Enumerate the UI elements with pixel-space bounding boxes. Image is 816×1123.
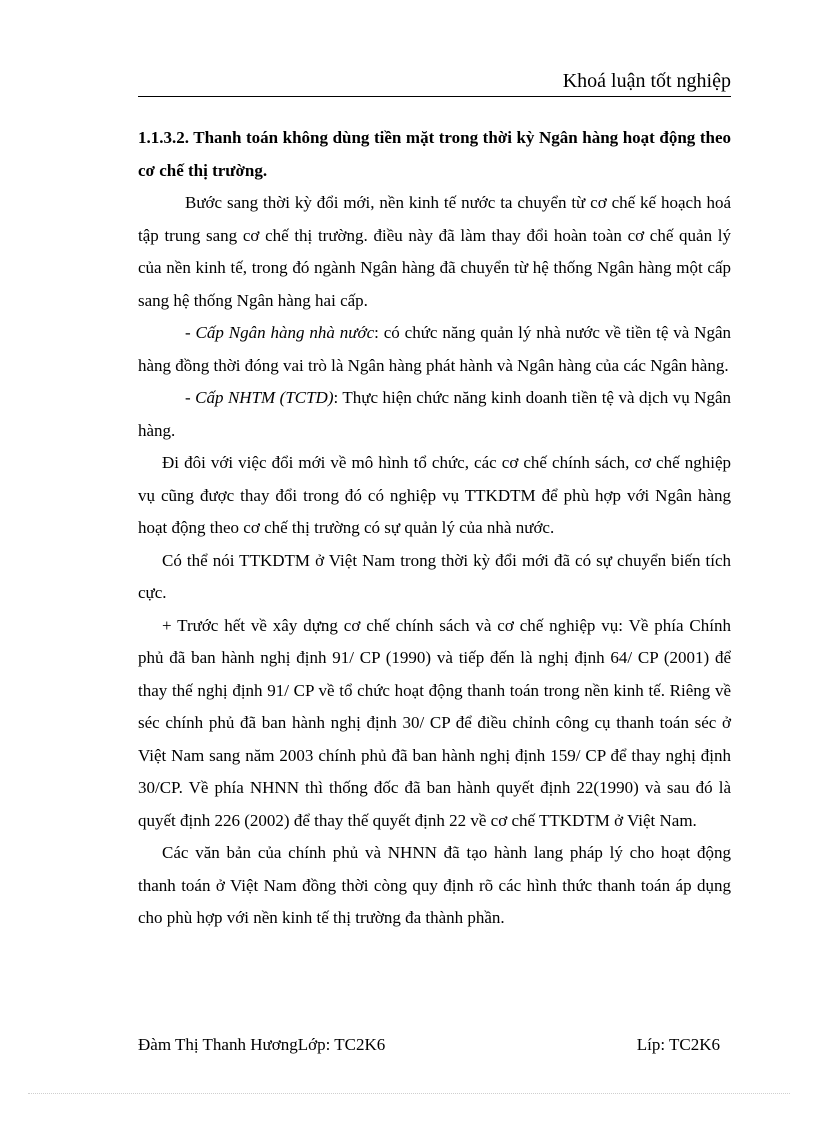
paragraph-2-term: Cấp Ngân hàng nhà nước [195, 323, 375, 342]
paragraph-1: Bước sang thời kỳ đổi mới, nền kinh tế nước ta chuyển từ cơ chế kế hoạch hoá tập trung sang cơ chế thị trường. điều này đã làm thay đổi hoàn toàn cơ chế quản lý của nền kinh tế, trong đó ngành Ngân hàng đã chuyển từ hệ thống Ngân hàng một cấp sang hệ thống Ngân hàng hai cấp. [138, 193, 731, 310]
page-header [138, 66, 731, 97]
paragraph-2 [138, 317, 731, 382]
paragraph-2-prefix: - [185, 323, 196, 342]
page-footer [138, 1030, 720, 1060]
footer-class: Líp: TC2K6 [636, 1035, 720, 1054]
paragraph-3-prefix: - [185, 388, 196, 407]
page-bottom-divider [28, 1093, 790, 1094]
footer-author: Đàm Thị Thanh HươngLớp: TC2K6 [138, 1035, 386, 1054]
paragraph-3-text: : Thực hiện chức năng kinh doanh tiền tệ và dịch vụ Ngân hàng. [138, 388, 731, 440]
page-content [138, 122, 731, 935]
paragraph-5: Có thể nói TTKDTM ở Việt Nam trong thời kỳ đổi mới đã có sự chuyển biến tích cực. [138, 550, 731, 602]
header-title: Khoá luận tốt nghiệp [562, 70, 731, 92]
paragraph-7: Các văn bản của chính phủ và NHNN đã tạo hành lang pháp lý cho hoạt động thanh toán ở Việt Nam đồng thời còng quy định rõ các hình thức thanh toán áp dụng cho phù hợp với nền kinh tế thị trường đa thành phần. [138, 843, 731, 927]
paragraph-4: Đi đôi với việc đổi mới về mô hình tổ chức, các cơ chế chính sách, cơ chế nghiệp vụ cũng được thay đổi trong đó có nghiệp vụ TTKDTM để phù hợp với Ngân hàng hoạt động theo cơ chế thị trường có sự quản lý của nhà nước. [138, 453, 731, 537]
paragraph-6: + Trước hết về xây dựng cơ chế chính sách và cơ chế nghiệp vụ: Về phía Chính phủ đã ban hành nghị định 91/ CP (1990) và tiếp đến là nghị định 64/ CP (2001) để thay thế nghị định 91/ CP về tổ chức hoạt động thanh toán trong nền kinh tế. Riêng về séc chính phủ đã ban hành nghị định 30/ CP để điều chỉnh công cụ thanh toán séc ở Việt Nam sang năm 2003 chính phủ đã ban hành nghị định 159/ CP để thay nghị định 30/CP. Về phía NHNN thì thống đốc đã ban hành quyết định 22(1990) và sau đó là quyết định 226 (2002) để thay thế quyết định 22 về cơ chế TTKDTM ở Việt Nam. [138, 615, 731, 830]
paragraph-2-text: : có chức năng quản lý nhà nước về tiền tệ và Ngân hàng đồng thời đóng vai trò là Ngân hàng phát hành và Ngân hàng của các Ngân hàng. [138, 323, 731, 375]
paragraph-3 [138, 382, 731, 447]
section-title: 1.1.3.2. Thanh toán không dùng tiền mặt trong thời kỳ Ngân hàng hoạt động theo cơ chế thị trường. [138, 128, 731, 180]
paragraph-3-term: Cấp NHTM (TCTD) [195, 388, 334, 407]
